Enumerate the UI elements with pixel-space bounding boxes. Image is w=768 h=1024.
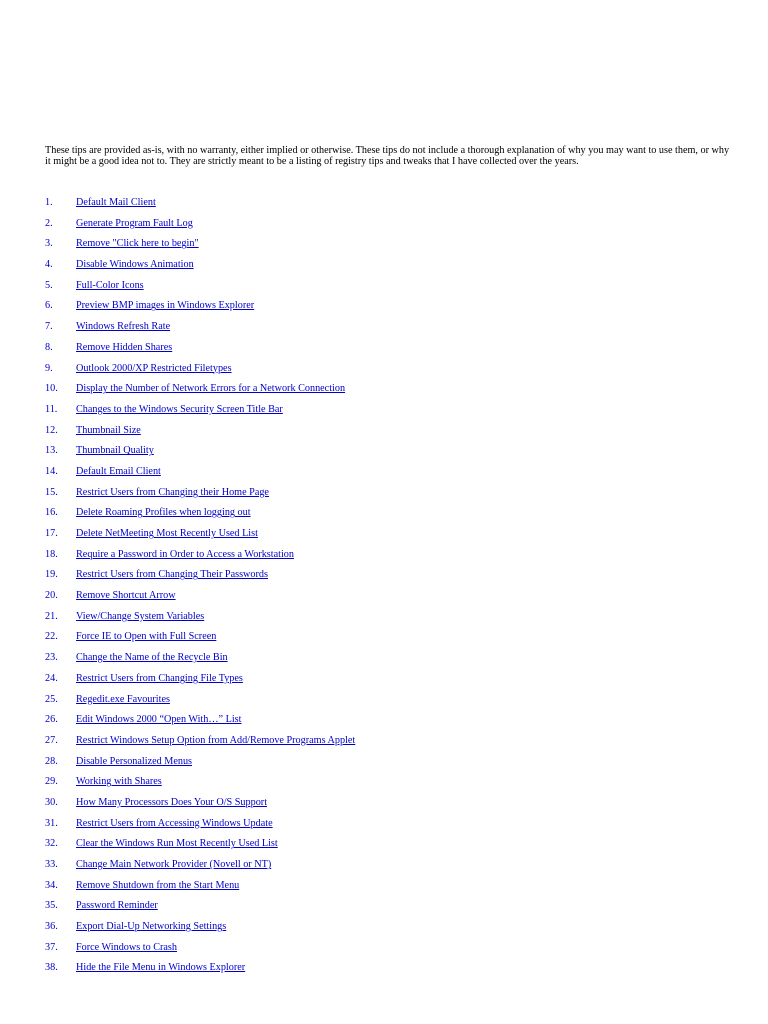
toc-number: 33. bbox=[45, 859, 58, 870]
toc-item bbox=[45, 611, 355, 632]
toc-title: Regedit.exe Favourites bbox=[76, 693, 170, 705]
toc-link[interactable] bbox=[45, 425, 141, 436]
toc-item bbox=[45, 321, 355, 342]
toc-number: 22. bbox=[45, 631, 58, 643]
toc-item bbox=[45, 259, 355, 280]
toc-title: Thumbnail Quality bbox=[76, 445, 154, 457]
toc-title: Remove Hidden Shares bbox=[76, 341, 173, 353]
toc-link[interactable] bbox=[45, 363, 232, 374]
toc-number: 21. bbox=[45, 610, 58, 622]
toc-number: 4. bbox=[45, 259, 53, 271]
toc-title: Restrict Users from Accessing Windows Update bbox=[76, 817, 273, 829]
toc-title: Clear the Windows Run Most Recently Used List bbox=[76, 838, 278, 850]
toc-link[interactable] bbox=[45, 445, 154, 456]
toc-link[interactable] bbox=[45, 528, 258, 539]
toc-title: Display the Number of Network Errors for a Network Connection bbox=[76, 383, 346, 395]
toc-number: 35. bbox=[45, 900, 58, 912]
toc-item bbox=[45, 466, 355, 487]
toc-title: Remove "Click here to begin" bbox=[76, 238, 199, 250]
toc-item bbox=[45, 280, 355, 301]
toc-title: Full-Color Icons bbox=[76, 279, 144, 291]
toc-number: 19. bbox=[45, 569, 58, 581]
toc-title: Export Dial-Up Networking Settings bbox=[76, 921, 227, 933]
toc-link[interactable] bbox=[45, 797, 267, 808]
toc-number: 18. bbox=[45, 548, 58, 560]
toc-link[interactable] bbox=[45, 714, 241, 725]
toc-title: Remove Shortcut Arrow bbox=[76, 590, 176, 602]
toc-link[interactable] bbox=[45, 818, 273, 829]
toc-number: 29. bbox=[45, 776, 58, 788]
toc-title: Restrict Users from Changing File Types bbox=[76, 672, 243, 684]
toc-item bbox=[45, 694, 355, 715]
toc-title: Delete NetMeeting Most Recently Used List bbox=[76, 528, 258, 539]
toc-link[interactable] bbox=[45, 694, 170, 705]
toc-item bbox=[45, 342, 355, 363]
toc-title: Change the Name of the Recycle Bin bbox=[76, 652, 228, 664]
toc-link[interactable] bbox=[45, 466, 161, 477]
toc-number: 1. bbox=[45, 197, 53, 208]
toc-title: Default Mail Client bbox=[76, 197, 156, 208]
toc-item bbox=[45, 735, 355, 756]
toc-number: 16. bbox=[45, 507, 58, 519]
toc-link[interactable] bbox=[45, 259, 194, 270]
toc-number: 10. bbox=[45, 383, 58, 395]
toc-link[interactable] bbox=[45, 342, 172, 353]
toc-number: 12. bbox=[45, 424, 58, 436]
toc-item bbox=[45, 673, 355, 694]
toc-title: Thumbnail Size bbox=[76, 424, 141, 436]
toc-link[interactable] bbox=[45, 321, 170, 332]
toc-item bbox=[45, 487, 355, 508]
toc-title: Default Email Client bbox=[76, 465, 161, 477]
toc-number: 32. bbox=[45, 838, 58, 850]
toc-title: Force Windows to Crash bbox=[76, 941, 177, 953]
toc-title: Hide the File Menu in Windows Explorer bbox=[76, 962, 246, 974]
toc-number: 27. bbox=[45, 734, 58, 746]
toc-item bbox=[45, 962, 355, 983]
toc-item bbox=[45, 528, 355, 549]
intro-paragraph: These tips are provided as-is, with no warranty, either implied or otherwise. These tips do not include a thorough explanation of why you may want to use them, or why it might be a good idea not to. They are strictly meant to be a listing of registry tips and tweaks that I have collected over the years. bbox=[45, 145, 730, 167]
toc-item bbox=[45, 942, 355, 963]
toc-link[interactable] bbox=[45, 590, 176, 601]
toc-number: 7. bbox=[45, 321, 53, 333]
toc-number: 2. bbox=[45, 217, 53, 229]
toc-number: 25. bbox=[45, 693, 58, 705]
toc-title: Remove Shutdown from the Start Menu bbox=[76, 879, 240, 891]
toc-title: Require a Password in Order to Access a Workstation bbox=[76, 548, 294, 560]
toc-link[interactable] bbox=[45, 611, 204, 622]
toc-title: Outlook 2000/XP Restricted Filetypes bbox=[76, 362, 232, 374]
toc-link[interactable] bbox=[45, 962, 245, 973]
toc-title: Restrict Users from Changing their Home Page bbox=[76, 486, 269, 498]
toc-item bbox=[45, 569, 355, 590]
toc-number: 23. bbox=[45, 652, 58, 664]
toc-title: View/Change System Variables bbox=[76, 610, 205, 622]
toc-number: 31. bbox=[45, 817, 58, 829]
toc-link[interactable] bbox=[45, 859, 271, 870]
toc-link[interactable] bbox=[45, 900, 158, 911]
table-of-contents bbox=[45, 197, 355, 983]
toc-item bbox=[45, 363, 355, 384]
toc-number: 28. bbox=[45, 755, 58, 767]
toc-item bbox=[45, 445, 355, 466]
toc-item bbox=[45, 197, 355, 218]
toc-number: 11. bbox=[45, 403, 58, 415]
toc-number: 36. bbox=[45, 921, 58, 933]
toc-title: Password Reminder bbox=[76, 900, 158, 912]
toc-item bbox=[45, 383, 355, 404]
toc-title: Disable Windows Animation bbox=[76, 259, 194, 271]
toc-link[interactable] bbox=[45, 921, 226, 932]
toc-item bbox=[45, 238, 355, 259]
toc-number: 15. bbox=[45, 486, 58, 498]
toc-number: 30. bbox=[45, 796, 58, 808]
toc-link[interactable] bbox=[45, 631, 216, 642]
toc-number: 13. bbox=[45, 445, 58, 457]
toc-title: How Many Processors Does Your O/S Support bbox=[76, 796, 268, 808]
toc-item bbox=[45, 776, 355, 797]
toc-link[interactable] bbox=[45, 735, 355, 746]
toc-link[interactable] bbox=[45, 756, 192, 767]
toc-item bbox=[45, 425, 355, 446]
toc-item bbox=[45, 549, 355, 570]
toc-title: Windows Refresh Rate bbox=[76, 321, 171, 333]
toc-number: 24. bbox=[45, 672, 58, 684]
toc-number: 8. bbox=[45, 341, 53, 353]
toc-item bbox=[45, 590, 355, 611]
toc-number: 37. bbox=[45, 941, 58, 953]
toc-item bbox=[45, 404, 355, 425]
toc-item bbox=[45, 797, 355, 818]
toc-number: 6. bbox=[45, 300, 53, 312]
toc-item bbox=[45, 756, 355, 777]
toc-title: Force IE to Open with Full Screen bbox=[76, 631, 217, 643]
toc-link[interactable] bbox=[45, 507, 251, 518]
toc-link[interactable] bbox=[45, 300, 254, 311]
toc-title: Restrict Users from Changing Their Passwords bbox=[76, 569, 268, 581]
toc-number: 26. bbox=[45, 714, 58, 726]
toc-number: 14. bbox=[45, 465, 58, 477]
toc-link[interactable] bbox=[45, 942, 177, 953]
toc-item bbox=[45, 631, 355, 652]
toc-number: 17. bbox=[45, 528, 58, 539]
toc-title: Preview BMP images in Windows Explorer bbox=[76, 300, 255, 312]
toc-item bbox=[45, 880, 355, 901]
toc-link[interactable] bbox=[45, 652, 228, 663]
toc-title: Change Main Network Provider (Novell or NT) bbox=[76, 859, 272, 870]
toc-item bbox=[45, 900, 355, 921]
toc-link[interactable] bbox=[45, 404, 283, 415]
toc-link[interactable] bbox=[45, 549, 294, 560]
toc-number: 34. bbox=[45, 879, 58, 891]
toc-link[interactable] bbox=[45, 880, 239, 891]
toc-link[interactable] bbox=[45, 673, 243, 684]
toc-link[interactable] bbox=[45, 238, 199, 249]
toc-link[interactable] bbox=[45, 197, 156, 208]
toc-link[interactable] bbox=[45, 218, 193, 229]
toc-link[interactable] bbox=[45, 569, 268, 580]
toc-link[interactable] bbox=[45, 776, 162, 787]
toc-title: Working with Shares bbox=[76, 776, 162, 788]
toc-title: Delete Roaming Profiles when logging out bbox=[76, 507, 251, 519]
toc-number: 20. bbox=[45, 590, 58, 602]
toc-title: Generate Program Fault Log bbox=[76, 217, 193, 229]
toc-item bbox=[45, 838, 355, 859]
toc-item bbox=[45, 818, 355, 839]
toc-link[interactable] bbox=[45, 487, 269, 498]
toc-number: 5. bbox=[45, 279, 53, 291]
toc-title: Disable Personalized Menus bbox=[76, 755, 192, 767]
toc-link[interactable] bbox=[45, 838, 278, 849]
toc-title: Restrict Windows Setup Option from Add/Remove Programs Applet bbox=[76, 734, 356, 746]
toc-number: 9. bbox=[45, 362, 53, 374]
toc-title: Edit Windows 2000 “Open With…” List bbox=[76, 714, 242, 726]
toc-item bbox=[45, 507, 355, 528]
toc-number: 38. bbox=[45, 962, 58, 974]
toc-item bbox=[45, 652, 355, 673]
toc-number: 3. bbox=[45, 238, 53, 250]
toc-link[interactable] bbox=[45, 280, 144, 291]
toc-item bbox=[45, 921, 355, 942]
toc-link[interactable] bbox=[45, 383, 345, 394]
toc-item bbox=[45, 859, 355, 880]
toc-item bbox=[45, 714, 355, 735]
toc-title: Changes to the Windows Security Screen Title Bar bbox=[76, 403, 283, 415]
toc-item bbox=[45, 218, 355, 239]
toc-item bbox=[45, 300, 355, 321]
